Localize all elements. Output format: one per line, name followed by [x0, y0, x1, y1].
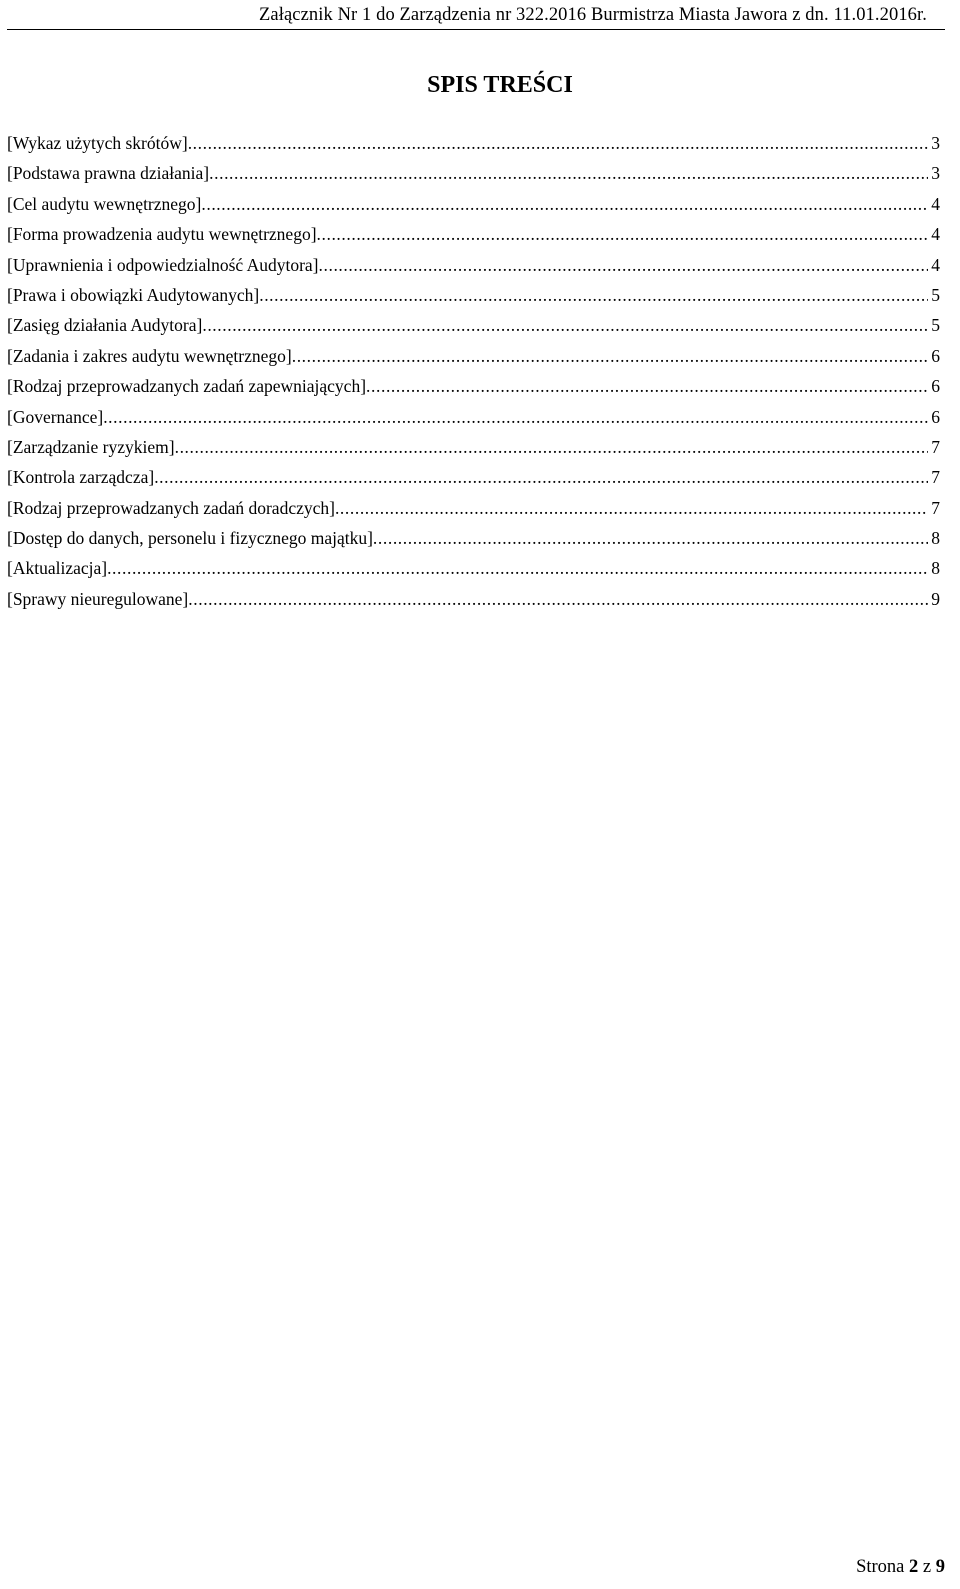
- toc-entry-label: [Zasięg działania Audytora]: [7, 315, 203, 336]
- toc-entry-wykaz-skrotow[interactable]: [7, 128, 940, 158]
- toc-entry-label: [Forma prowadzenia audytu wewnętrznego]: [7, 224, 317, 245]
- toc-entry-zasieg-dzialania[interactable]: [7, 310, 940, 340]
- toc-entry-podstawa-prawna[interactable]: [7, 158, 940, 188]
- page-header: Załącznik Nr 1 do Zarządzenia nr 322.2016 Burmistrza Miasta Jawora z dn. 11.01.2016r.: [259, 5, 927, 25]
- toc-entry-page: 3: [931, 163, 940, 184]
- toc-entry-page: 6: [931, 345, 940, 366]
- toc-dot-leader: [373, 523, 928, 553]
- toc-dot-leader: [107, 553, 928, 583]
- toc-entry-page: 7: [931, 497, 940, 518]
- toc-entry-page: 9: [931, 588, 940, 609]
- toc-entry-label: [Cel audytu wewnętrznego]: [7, 193, 202, 214]
- toc-entry-page: 3: [931, 133, 940, 153]
- toc-entry-page: 4: [931, 254, 940, 275]
- toc-entry-label: [Dostęp do danych, personelu i fizycznego majątku]: [7, 528, 373, 549]
- toc-entry-label: [Governance]: [7, 406, 104, 427]
- toc-entry-label: [Zarządzanie ryzykiem]: [7, 436, 175, 457]
- toc-entry-governance[interactable]: [7, 402, 940, 432]
- toc-entry-label: [Kontrola zarządcza]: [7, 467, 155, 488]
- toc-entry-label: [Uprawnienia i odpowiedzialność Audytora]: [7, 254, 319, 275]
- toc-entry-label: [Aktualizacja]: [7, 558, 108, 579]
- toc-entry-kontrola-zarzadcza[interactable]: [7, 462, 940, 492]
- toc-entry-forma-prowadzenia[interactable]: [7, 219, 940, 249]
- toc-entry-label: [Rodzaj przeprowadzanych zadań doradczych]: [7, 497, 335, 518]
- toc-entry-label: [Zadania i zakres audytu wewnętrznego]: [7, 345, 292, 366]
- total-page-count: 9: [935, 1557, 945, 1577]
- toc-entry-dostep-do-danych[interactable]: [7, 523, 940, 553]
- toc-entry-uprawnienia[interactable]: [7, 250, 940, 280]
- toc-entry-label: [Rodzaj przeprowadzanych zadań zapewniających]: [7, 376, 367, 397]
- toc-entry-page: 6: [931, 406, 940, 427]
- toc-dot-leader: [335, 493, 928, 523]
- toc-title: SPIS TREŚCI: [427, 72, 573, 98]
- toc-dot-leader: [317, 219, 929, 249]
- toc-entry-page: 5: [931, 284, 940, 305]
- toc-dot-leader: [292, 341, 929, 371]
- toc-dot-leader: [103, 402, 928, 432]
- toc-entry-cel-audytu[interactable]: [7, 189, 940, 219]
- current-page-number: 2: [909, 1557, 919, 1577]
- toc-entry-prawa-obowiazki[interactable]: [7, 280, 940, 310]
- header-divider: [7, 29, 945, 30]
- toc-dot-leader: [319, 250, 929, 280]
- toc-entry-page: 4: [931, 224, 940, 245]
- toc-entry-label: [Wykaz użytych skrótów]: [7, 133, 188, 153]
- toc-entry-page: 7: [931, 436, 940, 457]
- table-of-contents: [7, 128, 940, 614]
- toc-entry-page: 6: [931, 376, 940, 397]
- toc-entry-zadania-doradcze[interactable]: [7, 493, 940, 523]
- toc-entry-zadania-zakres[interactable]: [7, 341, 940, 371]
- toc-entry-sprawy-nieuregulowane[interactable]: [7, 584, 940, 614]
- toc-dot-leader: [201, 189, 928, 219]
- page-footer: [856, 1555, 945, 1579]
- toc-dot-leader: [154, 462, 928, 492]
- toc-entry-page: 8: [931, 528, 940, 549]
- toc-dot-leader: [259, 280, 928, 310]
- toc-entry-label: [Sprawy nieuregulowane]: [7, 588, 189, 609]
- toc-entry-page: 5: [931, 315, 940, 336]
- toc-entry-page: 7: [931, 467, 940, 488]
- toc-dot-leader: [188, 584, 928, 614]
- toc-entry-zarzadzanie-ryzykiem[interactable]: [7, 432, 940, 462]
- toc-entry-page: 8: [931, 558, 940, 579]
- page-number-separator: z: [918, 1557, 936, 1577]
- toc-dot-leader: [188, 128, 929, 158]
- toc-entry-aktualizacja[interactable]: [7, 553, 940, 583]
- page-number-prefix: Strona: [856, 1557, 910, 1577]
- toc-dot-leader: [202, 310, 928, 340]
- toc-dot-leader: [209, 158, 928, 188]
- toc-entry-label: [Podstawa prawna działania]: [7, 163, 210, 184]
- toc-dot-leader: [366, 371, 928, 401]
- toc-entry-label: [Prawa i obowiązki Audytowanych]: [7, 284, 260, 305]
- toc-dot-leader: [175, 432, 929, 462]
- toc-entry-zadania-zapewniajace[interactable]: [7, 371, 940, 401]
- toc-entry-page: 4: [931, 193, 940, 214]
